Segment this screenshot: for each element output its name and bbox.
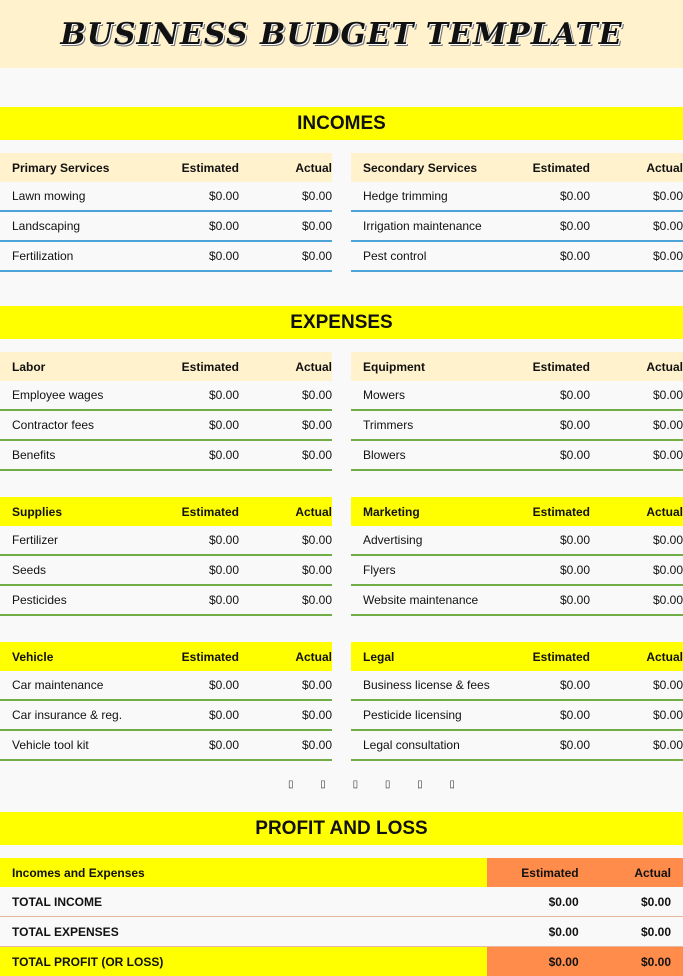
actual-cell: $0.00 <box>640 924 671 939</box>
actual-cell[interactable]: $0.00 <box>301 563 332 577</box>
actual-cell[interactable]: $0.00 <box>301 219 332 233</box>
estimated-cell[interactable]: $0.00 <box>208 219 239 233</box>
item-label: Irrigation maintenance <box>363 219 482 233</box>
actual-cell[interactable]: $0.00 <box>652 708 683 722</box>
table-row <box>351 701 683 731</box>
estimated-cell[interactable]: $0.00 <box>208 738 239 752</box>
estimated-cell[interactable]: $0.00 <box>208 563 239 577</box>
estimated-header: Estimated <box>532 649 590 664</box>
supplies-table <box>0 497 332 616</box>
table-header <box>351 497 683 526</box>
actual-cell[interactable]: $0.00 <box>301 593 332 607</box>
item-label: Hedge trimming <box>363 189 448 203</box>
table-row <box>0 441 332 471</box>
estimated-cell[interactable]: $0.00 <box>559 249 590 263</box>
category-label: Labor <box>12 359 46 374</box>
actual-cell[interactable]: $0.00 <box>652 593 683 607</box>
table-header <box>0 858 683 887</box>
estimated-cell[interactable]: $0.00 <box>559 388 590 402</box>
table-row <box>0 212 332 242</box>
estimated-header: Estimated <box>181 649 239 664</box>
item-label: Mowers <box>363 388 406 402</box>
estimated-cell: $0.00 <box>548 894 579 909</box>
table-header <box>351 642 683 671</box>
actual-cell[interactable]: $0.00 <box>652 388 683 402</box>
row-label: TOTAL PROFIT (OR LOSS) <box>0 947 487 976</box>
item-label: Flyers <box>363 563 396 577</box>
estimated-cell[interactable]: $0.00 <box>559 189 590 203</box>
table-header <box>351 153 683 182</box>
actual-cell[interactable]: $0.00 <box>652 418 683 432</box>
actual-cell: $0.00 <box>583 947 683 976</box>
table-row <box>0 411 332 441</box>
estimated-cell: $0.00 <box>487 947 582 976</box>
labor-table <box>0 352 332 471</box>
actual-cell[interactable]: $0.00 <box>652 533 683 547</box>
item-label: Fertilizer <box>12 533 59 547</box>
table-row <box>351 731 683 761</box>
item-label: Landscaping <box>12 219 81 233</box>
total-income-row <box>0 887 683 917</box>
estimated-header: Estimated <box>532 504 590 519</box>
item-label: Blowers <box>363 448 406 462</box>
estimated-cell[interactable]: $0.00 <box>559 593 590 607</box>
actual-cell[interactable]: $0.00 <box>652 219 683 233</box>
table-row <box>351 586 683 616</box>
actual-cell[interactable]: $0.00 <box>301 249 332 263</box>
actual-cell[interactable]: $0.00 <box>301 678 332 692</box>
estimated-header: Estimated <box>487 858 582 887</box>
estimated-header: Estimated <box>181 160 239 175</box>
table-row <box>0 671 332 701</box>
item-label: Contractor fees <box>12 418 95 432</box>
primary-services-table <box>0 153 332 272</box>
table-row <box>351 441 683 471</box>
actual-cell: $0.00 <box>640 894 671 909</box>
table-row <box>0 701 332 731</box>
table-row <box>0 586 332 616</box>
actual-cell[interactable]: $0.00 <box>301 418 332 432</box>
profit-and-loss-table <box>0 858 683 976</box>
estimated-cell[interactable]: $0.00 <box>559 219 590 233</box>
estimated-cell[interactable]: $0.00 <box>208 249 239 263</box>
item-label: Advertising <box>363 533 423 547</box>
page-title: BUSINESS BUDGET TEMPLATE <box>60 16 623 52</box>
table-row <box>0 242 332 272</box>
estimated-cell[interactable]: $0.00 <box>559 448 590 462</box>
legal-table <box>351 642 683 761</box>
actual-cell[interactable]: $0.00 <box>652 738 683 752</box>
total-profit-row <box>0 947 683 976</box>
estimated-cell[interactable]: $0.00 <box>208 593 239 607</box>
item-label: Pest control <box>363 249 427 263</box>
item-label: Vehicle tool kit <box>12 738 89 752</box>
estimated-cell[interactable]: $0.00 <box>208 418 239 432</box>
actual-header: Actual <box>295 504 332 519</box>
estimated-cell[interactable]: $0.00 <box>208 448 239 462</box>
category-label: Primary Services <box>12 160 110 175</box>
pl-category-label: Incomes and Expenses <box>0 858 487 887</box>
item-label: Legal consultation <box>363 738 460 752</box>
estimated-cell[interactable]: $0.00 <box>559 418 590 432</box>
table-row <box>0 381 332 411</box>
table-row <box>351 526 683 556</box>
actual-header: Actual <box>295 649 332 664</box>
vehicle-table <box>0 642 332 761</box>
category-label: Equipment <box>363 359 425 374</box>
table-header <box>0 642 332 671</box>
estimated-cell: $0.00 <box>548 924 579 939</box>
table-header <box>0 497 332 526</box>
category-label: Supplies <box>12 504 63 519</box>
row-label: TOTAL EXPENSES <box>12 924 119 939</box>
row-label: TOTAL INCOME <box>12 894 102 909</box>
estimated-header: Estimated <box>181 504 239 519</box>
actual-cell[interactable]: $0.00 <box>301 388 332 402</box>
equipment-table <box>351 352 683 471</box>
incomes-section-heading: INCOMES <box>0 107 683 140</box>
profit-and-loss-section-heading: PROFIT AND LOSS <box>0 812 683 845</box>
actual-header: Actual <box>583 858 683 887</box>
actual-cell[interactable]: $0.00 <box>652 563 683 577</box>
expenses-section-heading: EXPENSES <box>0 306 683 339</box>
estimated-cell[interactable]: $0.00 <box>208 533 239 547</box>
item-label: Lawn mowing <box>12 189 86 203</box>
table-header <box>351 352 683 381</box>
table-row <box>0 526 332 556</box>
total-expenses-row <box>0 917 683 947</box>
table-row <box>351 182 683 212</box>
item-label: Pesticide licensing <box>363 708 462 722</box>
estimated-cell[interactable]: $0.00 <box>559 678 590 692</box>
actual-header: Actual <box>646 504 683 519</box>
category-label: Marketing <box>363 504 420 519</box>
table-row <box>0 731 332 761</box>
table-header <box>0 153 332 182</box>
estimated-cell[interactable]: $0.00 <box>208 388 239 402</box>
actual-cell[interactable]: $0.00 <box>301 533 332 547</box>
actual-cell[interactable]: $0.00 <box>652 189 683 203</box>
actual-cell[interactable]: $0.00 <box>652 678 683 692</box>
actual-cell[interactable]: $0.00 <box>652 249 683 263</box>
estimated-cell[interactable]: $0.00 <box>559 708 590 722</box>
actual-cell[interactable]: $0.00 <box>301 448 332 462</box>
estimated-header: Estimated <box>532 359 590 374</box>
separator-dots: ▯ ▯ ▯ ▯ ▯ ▯ <box>288 779 467 790</box>
estimated-cell[interactable]: $0.00 <box>559 533 590 547</box>
table-row <box>351 411 683 441</box>
actual-header: Actual <box>295 160 332 175</box>
title-banner <box>0 0 683 68</box>
item-label: Business license & fees <box>363 678 490 692</box>
item-label: Car maintenance <box>12 678 104 692</box>
category-label: Secondary Services <box>363 160 478 175</box>
category-label: Legal <box>363 649 395 664</box>
secondary-services-table <box>351 153 683 272</box>
item-label: Trimmers <box>363 418 414 432</box>
estimated-cell[interactable]: $0.00 <box>559 563 590 577</box>
marketing-table <box>351 497 683 616</box>
table-row <box>351 671 683 701</box>
actual-header: Actual <box>646 359 683 374</box>
estimated-cell[interactable]: $0.00 <box>559 738 590 752</box>
actual-header: Actual <box>295 359 332 374</box>
actual-cell[interactable]: $0.00 <box>301 738 332 752</box>
table-row <box>0 556 332 586</box>
table-header <box>0 352 332 381</box>
actual-cell[interactable]: $0.00 <box>301 708 332 722</box>
estimated-cell[interactable]: $0.00 <box>208 189 239 203</box>
item-label: Car insurance & reg. <box>12 708 123 722</box>
category-label: Vehicle <box>12 649 54 664</box>
item-label: Benefits <box>12 448 56 462</box>
item-label: Employee wages <box>12 388 104 402</box>
item-label: Pesticides <box>12 593 67 607</box>
table-row <box>351 212 683 242</box>
actual-header: Actual <box>646 160 683 175</box>
table-row <box>351 381 683 411</box>
item-label: Website maintenance <box>363 593 479 607</box>
estimated-cell[interactable]: $0.00 <box>208 678 239 692</box>
table-row <box>351 556 683 586</box>
table-row <box>351 242 683 272</box>
item-label: Seeds <box>12 563 47 577</box>
item-label: Fertilization <box>12 249 74 263</box>
table-row <box>0 182 332 212</box>
estimated-cell[interactable]: $0.00 <box>208 708 239 722</box>
actual-cell[interactable]: $0.00 <box>301 189 332 203</box>
actual-header: Actual <box>646 649 683 664</box>
actual-cell[interactable]: $0.00 <box>652 448 683 462</box>
estimated-header: Estimated <box>181 359 239 374</box>
estimated-header: Estimated <box>532 160 590 175</box>
